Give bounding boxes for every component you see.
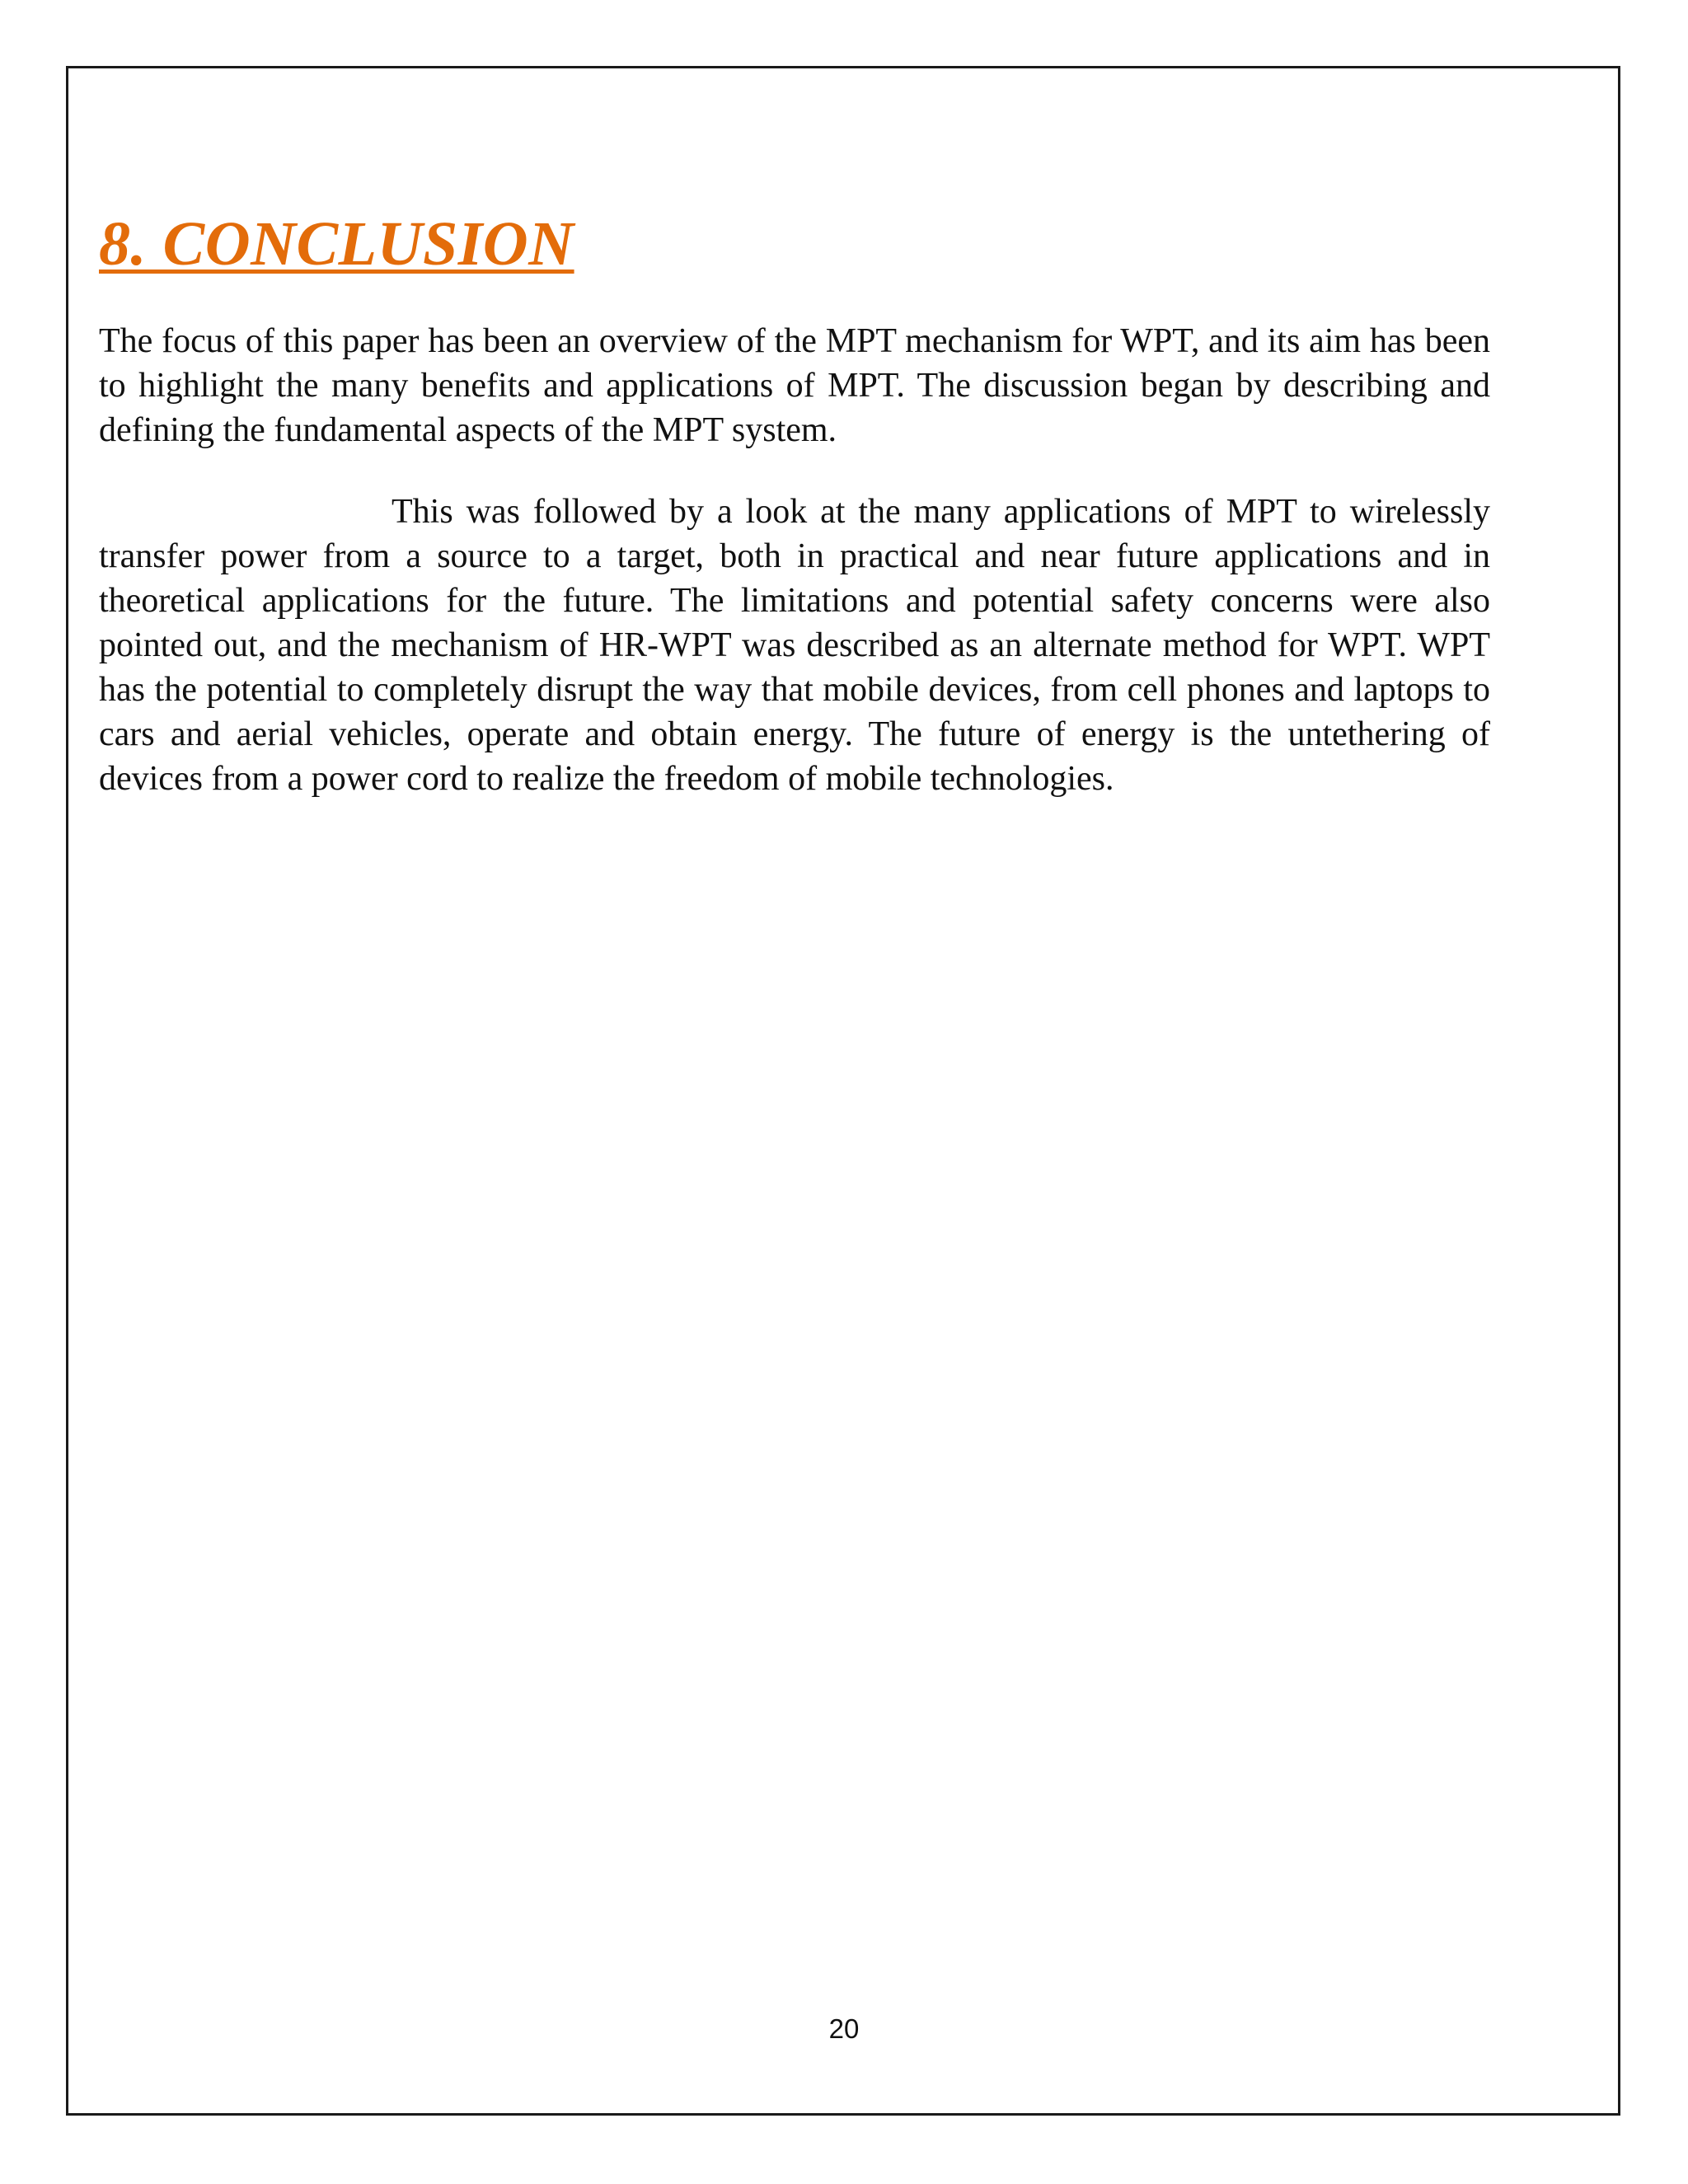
paragraph-1: The focus of this paper has been an overview of the MPT mechanism for WPT, and its aim has been to highlight the many benefits and applications of MPT. The discussion began by describing and defining the fundamental aspects of the MPT system. — [99, 322, 1490, 449]
paragraph-2: This was followed by a look at the many applications of MPT to wirelessly transfer power from a source to a target, both in practical and near future applications and in theoretical applications for the future. The limitations and potential safety concerns were also pointed out, and the mechanism of HR-WPT was described as an alternate method for WPT. WPT has the potential to completely disrupt the way that mobile devices, from cell phones and laptops to cars and aerial vehicles, operate and obtain energy. The future of energy is the untethering of devices from a power cord to realize the freedom of mobile technologies. — [99, 493, 1490, 798]
section-heading: 8. CONCLUSION — [99, 209, 574, 279]
page-number: 20 — [828, 2013, 860, 2044]
